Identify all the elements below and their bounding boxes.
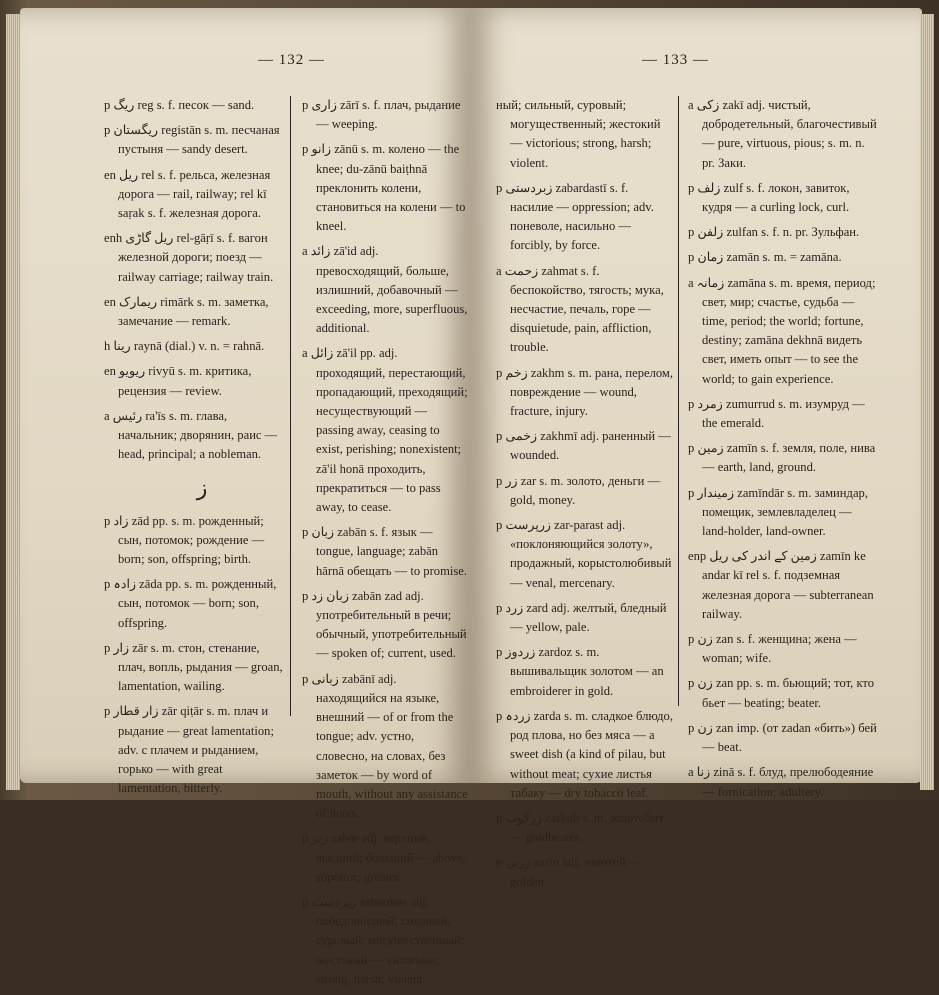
dictionary-entry: p زمیندار zamīndār s. m. заминдар, помещик, землевладелец — land-holder, land-owner.	[688, 485, 868, 539]
dictionary-entry: p زرکوب zarkob s. m. золотобит — goldbeater.	[496, 810, 664, 845]
dictionary-entry: p زرین zarīn adj. золотой — golden.	[496, 855, 642, 889]
dictionary-entry: p زخمی zakhmī adj. раненный — wounded.	[496, 429, 671, 463]
dictionary-entry: a زحمت zahmat s. f. беспокойство, тягость; мука, несчастие, печаль, горе — disquietude, pain, affliction, trouble.	[496, 263, 664, 355]
dictionary-entry: h رینا raynā (dial.) v. n. = rahnā.	[104, 339, 265, 354]
dictionary-entry: p زار قطار zār qiṭār s. m. плач и рыдание — great lamentation; adv. с плачем и рыданием, горько — with great lamentation, bitterly.	[104, 704, 274, 796]
dictionary-entry: p زبان zabān s. f. язык — tongue, language; zabān hārnā обещать — to promise.	[302, 525, 468, 578]
column-divider-left	[290, 96, 291, 716]
dictionary-entry: en ریمارک rimārk s. m. заметка, замечание — remark.	[104, 294, 269, 329]
dictionary-entry: p ریگستان registān s. m. песчаная пустыня — sandy desert.	[104, 123, 280, 157]
column-divider-right	[678, 96, 679, 706]
right-page-column-1	[496, 96, 674, 898]
dictionary-entry: enp زمین کے اندر کی ریل zamīn ke andar kī rel s. f. подземная железная дорога — subterranean railway.	[688, 549, 874, 621]
dictionary-entry: en ریویو rivyū s. m. критика, рецензия — review.	[104, 364, 252, 398]
dictionary-entry: p زبان زد zabān zad adj. употребительный в речи; обычный, употребительный — spoken of; current, used.	[302, 588, 467, 661]
dictionary-entry: p زادہ zāda pp. s. m. рожденный, сын, потомок — born; son, offspring.	[104, 577, 277, 630]
dictionary-entry: p زبردستی zabardastī s. f. насилие — oppression; adv. поневоле, насильно — forcibly, by force.	[496, 180, 654, 253]
dictionary-entry: p زخم zakhm s. m. рана, перелом, повреждение — wound, fracture, injury.	[496, 365, 674, 419]
dictionary-entry: p زلف zulf s. f. локон, завиток, кудря — a curling lock, curl.	[688, 180, 850, 215]
page-number-left: — 132 —	[258, 52, 325, 68]
right-page	[470, 8, 922, 889]
left-page-column-1	[104, 96, 286, 805]
dictionary-entry: a زکی zakī adj. чистый, добродетельный, благочестивый — pure, virtuous, pious; s. m. n. pr. Заки.	[688, 98, 877, 170]
dictionary-entry: p زر zar s. m. золото, деньги — gold, money.	[496, 473, 661, 507]
right-page-column-2	[688, 96, 878, 808]
page-number-right: — 133 —	[642, 52, 709, 68]
dictionary-entry: en ریل rel s. f. рельса, железная дорога — rail, railway; rel kī saṛak s. f. железная дорога.	[104, 167, 271, 221]
left-page	[20, 8, 470, 986]
dictionary-entry: p زلفن zulfan s. f. n. pr. Зульфан.	[688, 225, 860, 240]
dictionary-entry: a زنا zinā s. f. блуд, прелюбодеяние — fornication; adultery.	[688, 765, 874, 799]
dictionary-entry: p زردوز zardoz s. m. вышивальщик золотом — an embroiderer in gold.	[496, 645, 664, 698]
dictionary-entry: p زرد zard adj. желтый, бледный — yellow, pale.	[496, 600, 667, 635]
dictionary-entry: p زاد zād pp. s. m. рожденный; сын, потомок; рождение — born; son, offspring; birth.	[104, 513, 265, 567]
dictionary-entry: p زاری zārī s. f. плач, рыдание — weeping.	[302, 98, 461, 132]
dictionary-entry: p زمین zamīn s. f. земля, поле, нива — earth, land, ground.	[688, 441, 876, 475]
section-letter-heading: ز	[196, 475, 208, 501]
dictionary-entry: enh ریل گاڑی rel-gāṛī s. f. вагон железной дороги; поезд — railway carriage; railway train.	[104, 231, 274, 284]
dictionary-entry: p زمرد zumurrud s. m. изумруд — the emerald.	[688, 396, 865, 431]
dictionary-entry: p ریگ reg s. f. песок — sand.	[104, 98, 255, 112]
dictionary-entry: p زن zan imp. (от zadan «бить») бей — beat.	[688, 720, 877, 755]
dictionary-entry: a زائد zā'id adj. превосходящий, больше, излишний, добавочный — exceeding, more, superfluous, additional.	[302, 244, 468, 336]
dictionary-entry: ный; сильный, суровый; могущественный; жестокий — victorious; strong, harsh; violent.	[496, 98, 661, 170]
right-page-edges	[920, 14, 934, 790]
dictionary-entry: p زانو zānū s. m. колено — the knee; du-zānū baiṭhnā преклонить колени, становиться на колени — to kneel.	[302, 142, 466, 234]
dictionary-entry: p زردہ zarda s. m. сладкое блюдо, род плова, но без мяса — a sweet dish (a kind of pilau, but without meat; сухие листья табаку — dry tobacco leaf.	[496, 708, 673, 800]
dictionary-entry: p زمان zamān s. m. = zamāna.	[688, 250, 842, 265]
dictionary-entry: p زبانی zabānī adj. находящийся на языке, внешний — of or from the tongue; adv. устно, словесно, на словах, без заметок — by word of mouth, without any assistance of notes.	[302, 671, 468, 821]
dictionary-entry: a زائل zā'il pp. adj. проходящий, перестающий, пропадающий, преходящий; несуществующий — passing away, ceasing to exist, perishing; nonexistent; zā'il honā проходить, прекратиться — to pass away, to cease.	[302, 346, 468, 515]
dictionary-entry: p زن zan s. f. женщина; жена — woman; wife.	[688, 632, 857, 666]
dictionary-entry: a زمانہ zamāna s. m. время, период; свет, мир; счастье, судьба — time, period; the world; fortune, destiny; zamāna dekhnā видеть свет, иметь опыт — to see the world; to gain experience.	[688, 275, 876, 386]
dictionary-entry: p زرپرست zar-parast adj. «поклоняющийся золоту», продажный, корыстолюбивый — venal, mercenary.	[496, 518, 672, 590]
dictionary-entry: p زبر zabar adj. верхний, высший; больший — above, superior; greater.	[302, 831, 466, 884]
left-page-edges	[6, 14, 20, 790]
dictionary-entry: p زار zār s. m. стон, стенание, плач, вопль, рыдания — groan, lamentation, wailing.	[104, 640, 283, 694]
left-page-column-2	[302, 96, 468, 995]
dictionary-entry: p زن zan pp. s. m. бьющий; тот, кто бьет — beating; beater.	[688, 676, 875, 710]
dictionary-entry: p زبردست zabardast adj. победоносный; сильный, суровый; могущественный; жестокий — victorious; strong, harsh; violent.	[302, 894, 465, 986]
dictionary-entry: a رئیس ra'īs s. m. глава, начальник; дворянин, раис — head, principal; a nobleman.	[104, 408, 278, 462]
